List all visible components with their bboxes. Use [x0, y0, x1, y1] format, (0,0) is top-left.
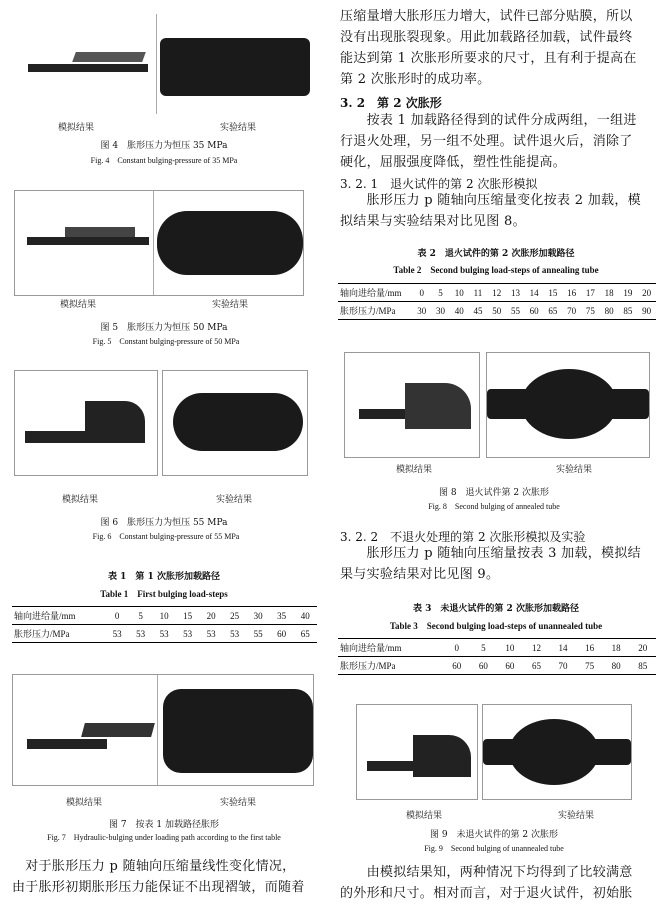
fig6-caption-cn: 图 6 胀形压力为恒压 55 MPa — [100, 518, 228, 528]
table-cell: 0 — [412, 284, 431, 302]
table-cell: 70 — [562, 302, 581, 320]
exp-panel — [163, 675, 313, 785]
table-cell: 80 — [600, 302, 619, 320]
table-cell: 40 — [293, 607, 317, 625]
table-cell: 25 — [223, 607, 247, 625]
table-cell: 60 — [497, 657, 524, 675]
table-cell: 5 — [431, 284, 450, 302]
table-cell: 85 — [629, 657, 656, 675]
table-cell: 60 — [470, 657, 497, 675]
table-cell: 10 — [497, 639, 524, 657]
table-cell: 17 — [581, 284, 600, 302]
table-cell: 0 — [443, 639, 470, 657]
table-cell: 53 — [176, 625, 200, 643]
table-cell: 53 — [223, 625, 247, 643]
table-cell: 53 — [129, 625, 153, 643]
table-cell: 75 — [581, 302, 600, 320]
fig6-exp-label: 实验结果 — [216, 495, 253, 505]
paragraph-left-bottom — [12, 856, 322, 898]
table-row — [338, 639, 656, 657]
fig9-exp-label: 实验结果 — [558, 811, 595, 821]
table-cell: 55 — [246, 625, 270, 643]
table-cell: 5 — [129, 607, 153, 625]
table-cell: 60 — [443, 657, 470, 675]
table-cell: 20 — [637, 284, 656, 302]
figure-4-image — [14, 14, 310, 114]
table-cell: 53 — [105, 625, 129, 643]
table-cell: 11 — [469, 284, 488, 302]
fig9-caption-en: Fig. 9 Second bulging of unannealed tube — [424, 844, 564, 853]
table-cell: 15 — [544, 284, 563, 302]
text-line: 没有出现胀裂现象。用此加载路径加载，试件最终 — [340, 30, 633, 45]
fig8-exp-label: 实验结果 — [556, 465, 593, 475]
sim-panel — [13, 675, 158, 785]
fig8-caption-cn: 图 8 退火试件第 2 次胀形 — [438, 488, 550, 498]
section-heading-3-2: 3. 2 第 2 次胀形 — [340, 96, 442, 110]
table-row — [12, 607, 317, 625]
table-cell: 65 — [544, 302, 563, 320]
table-cell: 80 — [603, 657, 630, 675]
fig5-exp-label: 实验结果 — [212, 300, 249, 310]
table2-caption-en: Table 2 Second bulging load-steps of annealing tube — [393, 265, 599, 275]
fig5-caption-en: Fig. 5 Constant bulging-pressure of 50 MPa — [92, 337, 240, 346]
figure-7-image — [12, 674, 314, 786]
table-cell: 65 — [523, 657, 550, 675]
table-cell: 70 — [550, 657, 577, 675]
table-cell: 85 — [618, 302, 637, 320]
table-cell: 15 — [176, 607, 200, 625]
table-cell: 19 — [618, 284, 637, 302]
table-cell: 5 — [470, 639, 497, 657]
exp-panel — [162, 370, 308, 476]
table-cell: 12 — [523, 639, 550, 657]
row-header: 轴向进给量/mm — [338, 639, 443, 657]
table-cell: 53 — [152, 625, 176, 643]
table-cell: 30 — [431, 302, 450, 320]
table-cell: 55 — [506, 302, 525, 320]
table-cell: 14 — [550, 639, 577, 657]
table-cell: 90 — [637, 302, 656, 320]
fig7-caption-en: Fig. 7 Hydraulic-bulging under loading path according to the first table — [47, 833, 281, 842]
text-line: 胀形压力 p 随轴向压缩量变化按表 2 加载，模 — [340, 193, 641, 208]
row-header: 轴向进给量/mm — [12, 607, 105, 625]
paragraph-right-top — [340, 6, 660, 90]
fig4-caption-en: Fig. 4 Constant bulging-pressure of 35 MPa — [90, 156, 238, 165]
table1 — [12, 606, 317, 643]
table-cell: 20 — [199, 607, 223, 625]
fig6-sim-label: 模拟结果 — [62, 495, 99, 505]
table2 — [338, 283, 656, 320]
table-cell: 13 — [506, 284, 525, 302]
fig4-exp-label: 实验结果 — [220, 123, 257, 133]
text-line: 拟结果与实验结果对比见图 8。 — [340, 214, 526, 229]
exp-panel — [160, 14, 310, 114]
fig6-caption-en: Fig. 6 Constant bulging-pressure of 55 MPa — [92, 532, 240, 541]
exp-panel — [157, 191, 303, 295]
table-row — [338, 284, 656, 302]
paragraph-3-2 — [340, 110, 660, 173]
text-line: 行退火处理，另一组不处理。试件退火后，消除了 — [340, 134, 633, 149]
table2-caption-cn: 表 2 退火试件的第 2 次胀形加载路径 — [417, 249, 575, 259]
row-header: 轴向进给量/mm — [338, 284, 412, 302]
table-cell: 30 — [246, 607, 270, 625]
text-line: 压缩量增大胀形压力增大，试件已部分贴膜，所以 — [340, 9, 633, 24]
figure-5-image — [14, 190, 304, 296]
text-line: 第 2 次胀形时的成功率。 — [340, 72, 491, 87]
row-header: 胀形压力/MPa — [12, 625, 105, 643]
text-line: 由模拟结果知，两种情况下均得到了比较满意 — [340, 865, 633, 880]
row-header: 胀形压力/MPa — [338, 302, 412, 320]
exp-panel — [482, 704, 632, 800]
sim-panel — [14, 14, 157, 114]
table-cell: 53 — [199, 625, 223, 643]
table3-caption-cn: 表 3 未退火试件的第 2 次胀形加载路径 — [413, 604, 579, 614]
fig5-sim-label: 模拟结果 — [60, 300, 97, 310]
figure-8-image — [344, 352, 648, 456]
text-line: 果与实验结果对比见图 9。 — [340, 567, 500, 582]
fig5-caption-cn: 图 5 胀形压力为恒压 50 MPa — [100, 323, 228, 333]
fig8-sim-label: 模拟结果 — [396, 465, 433, 475]
table-cell: 10 — [450, 284, 469, 302]
table1-caption-en: Table 1 First bulging load-steps — [100, 589, 228, 599]
paragraph-3-2-2 — [340, 543, 660, 585]
paragraph-3-2-1 — [340, 190, 660, 232]
figure-6-image — [14, 370, 306, 474]
table-cell: 16 — [562, 284, 581, 302]
sim-panel — [344, 352, 480, 458]
table-cell: 18 — [600, 284, 619, 302]
text-line: 的外形和尺寸。相对而言，对于退火试件，初始胀 — [340, 886, 633, 901]
table-cell: 30 — [412, 302, 431, 320]
table-cell: 0 — [105, 607, 129, 625]
row-header: 胀形压力/MPa — [338, 657, 443, 675]
fig4-caption-cn: 图 4 胀形压力为恒压 35 MPa — [100, 141, 228, 151]
fig7-caption-cn: 图 7 按表 1 加载路径胀形 — [108, 820, 220, 830]
figure-9-image — [356, 704, 630, 798]
table3-caption-en: Table 3 Second bulging load-steps of unannealed tube — [389, 621, 603, 631]
sim-panel — [356, 704, 478, 800]
text-line: 按表 1 加载路径得到的试件分成两组，一组进 — [340, 113, 637, 128]
table-cell: 60 — [270, 625, 294, 643]
table-row — [12, 625, 317, 643]
table-cell: 40 — [450, 302, 469, 320]
table-cell: 18 — [603, 639, 630, 657]
table-cell: 20 — [629, 639, 656, 657]
fig9-caption-cn: 图 9 未退火试件的第 2 次胀形 — [429, 830, 559, 840]
sim-panel — [15, 191, 154, 295]
fig7-sim-label: 模拟结果 — [66, 798, 103, 808]
table-cell: 10 — [152, 607, 176, 625]
table-cell: 65 — [293, 625, 317, 643]
text-line: 胀形压力 p 随轴向压缩量按表 3 加载，模拟结 — [340, 546, 641, 561]
paragraph-right-bottom — [340, 862, 660, 904]
table-cell: 16 — [576, 639, 603, 657]
section-heading-3-2-1: 3. 2. 1 退火试件的第 2 次胀形模拟 — [340, 177, 538, 191]
table3 — [338, 638, 656, 675]
text-line: 能达到第 1 次胀形所要求的尺寸，且有利于提高在 — [340, 51, 637, 66]
fig9-sim-label: 模拟结果 — [406, 811, 443, 821]
table-cell: 45 — [469, 302, 488, 320]
table-cell: 35 — [270, 607, 294, 625]
table-cell: 60 — [525, 302, 544, 320]
fig7-exp-label: 实验结果 — [220, 798, 257, 808]
table-cell: 50 — [487, 302, 506, 320]
fig8-caption-en: Fig. 8 Second bulging of annealed tube — [428, 502, 560, 511]
table-row — [338, 657, 656, 675]
table-cell: 12 — [487, 284, 506, 302]
sim-panel — [14, 370, 158, 476]
table1-caption-cn: 表 1 第 1 次胀形加载路径 — [108, 572, 220, 582]
section-heading-3-2-2: 3. 2. 2 不退火处理的第 2 次胀形模拟及实验 — [340, 530, 586, 544]
table-row — [338, 302, 656, 320]
table-cell: 14 — [525, 284, 544, 302]
text-line: 由于胀形初期胀形压力能保证不出现褶皱，而随着 — [12, 880, 305, 895]
fig4-sim-label: 模拟结果 — [58, 123, 95, 133]
table-cell: 75 — [576, 657, 603, 675]
exp-panel — [486, 352, 650, 458]
text-line: 对于胀形压力 p 随轴向压缩量线性变化情况， — [12, 859, 296, 874]
text-line: 硬化，屈服强度降低，塑性性能提高。 — [340, 155, 567, 170]
